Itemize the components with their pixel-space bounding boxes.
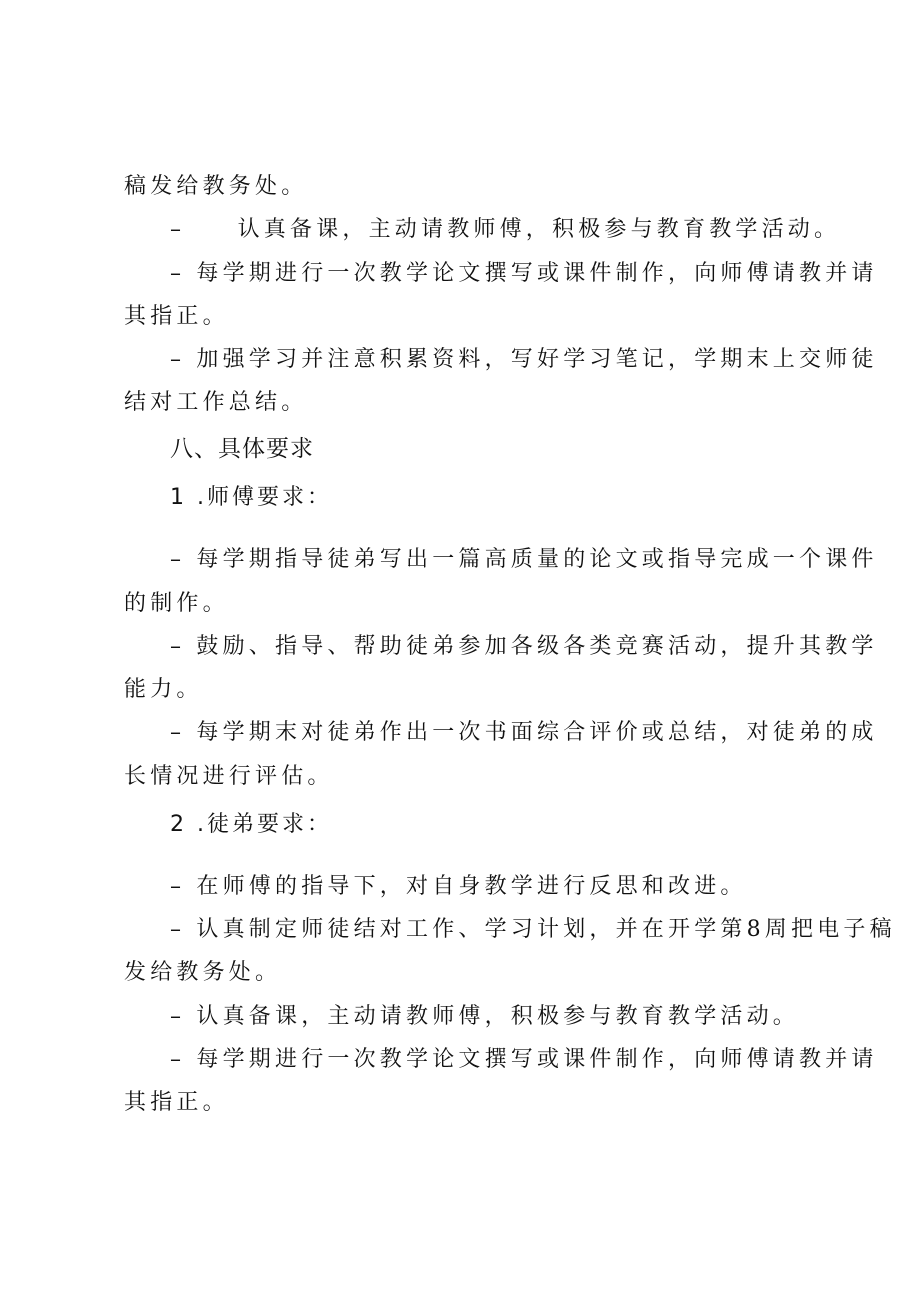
subsection-heading: 2 .徒弟要求：	[170, 812, 332, 837]
paragraph-line: 能力。	[124, 677, 203, 702]
paragraph-line: 稿发给教务处。	[124, 174, 308, 199]
list-item: – 每学期指导徒弟写出一篇高质量的论文或指导完成一个课件	[170, 547, 878, 572]
paragraph-line: 其指正。	[124, 304, 229, 329]
paragraph-line: 结对工作总结。	[124, 390, 308, 415]
paragraph-line: 的制作。	[124, 591, 229, 616]
list-item: – 认真备课，主动请教师傅，积极参与教育教学活动。	[170, 217, 841, 242]
section-heading: 八、具体要求	[170, 436, 314, 462]
list-item: – 在师傅的指导下，对自身教学进行反思和改进。	[170, 874, 747, 899]
list-item: – 鼓励、指导、帮助徒弟参加各级各类竞赛活动，提升其教学	[170, 634, 878, 659]
list-item: – 每学期末对徒弟作出一次书面综合评价或总结，对徒弟的成	[170, 720, 878, 745]
list-item: – 每学期进行一次教学论文撰写或课件制作，向师傅请教并请	[170, 261, 878, 286]
list-item: – 认真制定师徒结对工作、学习计划，并在开学第8周把电子稿	[170, 917, 896, 942]
subsection-heading: 1 .师傅要求：	[170, 485, 332, 510]
list-item: – 认真备课，主动请教师傅，积极参与教育教学活动。	[170, 1004, 799, 1029]
list-item: – 加强学习并注意积累资料，写好学习笔记，学期末上交师徒	[170, 347, 878, 372]
paragraph-line: 发给教务处。	[124, 960, 282, 985]
paragraph-line: 长情况进行评估。	[124, 764, 334, 789]
paragraph-line: 其指正。	[124, 1090, 229, 1115]
list-item: – 每学期进行一次教学论文撰写或课件制作，向师傅请教并请	[170, 1047, 878, 1072]
